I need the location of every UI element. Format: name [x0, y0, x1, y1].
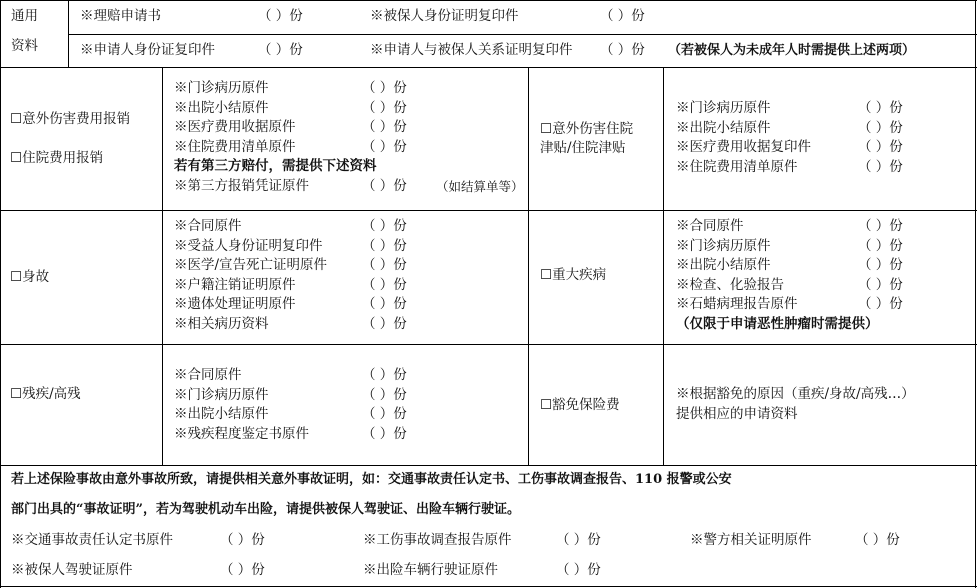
general-item-claim-form: ※理赔申请书 [80, 8, 161, 24]
option-accident-allowance-line2: 津贴/住院津贴 [540, 140, 626, 156]
list-item: ※门诊病历原件 （ ）份 [676, 100, 903, 116]
divider-row3-bottom [0, 465, 977, 466]
list-item: ※出院小结原件 （ ）份 [676, 257, 903, 274]
list-item: ※住院费用清单原件 （ ）份 [676, 158, 903, 175]
general-item-relationship-count[interactable]: （ ）份 [600, 42, 645, 58]
divider-col2 [528, 67, 529, 466]
list-item: ※住院费用清单原件 （ ）份 [174, 138, 407, 155]
accident-allowance-list [676, 99, 972, 177]
option-death[interactable]: ☐身故 [10, 269, 50, 285]
list-item: ※门诊病历原件 （ ）份 [676, 237, 903, 254]
premium-waiver-text-line2: 提供相应的申请资料 [676, 406, 798, 422]
list-item: ※受益人身份证明复印件 （ ）份 [174, 237, 407, 254]
list-item: ※合同原件 （ ）份 [676, 218, 903, 234]
option-critical-illness[interactable]: ☐重大疾病 [540, 267, 607, 283]
list-item: ※出院小结原件 （ ）份 [174, 406, 407, 423]
border-left [0, 0, 1, 588]
divider-row1-bottom [0, 210, 977, 211]
divider-general-bottom [0, 67, 977, 68]
general-item-applicant-id: ※申请人身份证复印件 [80, 42, 215, 58]
list-item: ※医学/宣告死亡证明原件 （ ）份 [174, 257, 407, 274]
list-item: ※石蜡病理报告原件 （ ）份 [676, 296, 903, 313]
footer-item-driver-license: ※被保人驾驶证原件 [11, 562, 133, 578]
list-item: ※合同原件 （ ）份 [174, 367, 407, 383]
footer-item-work-injury: ※工伤事故调查报告原件 [363, 532, 512, 548]
death-list [174, 217, 524, 335]
general-item-claim-form-count[interactable]: （ ）份 [258, 8, 303, 24]
list-item-third-party: ※第三方报销凭证原件 （ ）份 （如结算单等） [174, 177, 524, 194]
footer-item-work-injury-count[interactable]: （ ）份 [556, 532, 601, 548]
list-item: ※相关病历资料 （ ）份 [174, 315, 407, 332]
footer-item-vehicle-license: ※出险车辆行驶证原件 [363, 562, 498, 578]
list-item: ※残疾程度鉴定书原件 （ ）份 [174, 425, 407, 442]
premium-waiver-text-line1: ※根据豁免的原因（重疾/身故/高残…） [676, 386, 915, 402]
list-item: ※检查、化验报告 （ ）份 [676, 276, 903, 293]
list-item: ※门诊病历原件 （ ）份 [174, 386, 407, 403]
list-item: ※遗体处理证明原件 （ ）份 [174, 296, 407, 313]
option-premium-waiver[interactable]: ☐豁免保险费 [540, 397, 620, 413]
border-bottom [0, 586, 977, 587]
general-item-insured-id: ※被保人身份证明复印件 [370, 8, 519, 24]
divider-general-inner [68, 34, 977, 35]
footer-item-traffic-report-count[interactable]: （ ）份 [220, 532, 265, 548]
divider-col3 [663, 67, 664, 466]
critical-illness-note: （仅限于申请恶性肿瘤时需提供） [676, 315, 879, 332]
general-item-relationship: ※申请人与被保人关系证明复印件 [370, 42, 573, 58]
general-minor-note: （若被保人为未成年人时需提供上述两项） [668, 43, 916, 58]
list-item: ※出院小结原件 （ ）份 [174, 99, 407, 116]
option-disability[interactable]: ☐残疾/高残 [10, 386, 81, 402]
border-right [975, 0, 976, 588]
list-item: ※合同原件 （ ）份 [174, 218, 407, 234]
general-label-line1: 通用 [11, 8, 38, 24]
footer-item-vehicle-license-count[interactable]: （ ）份 [556, 562, 601, 578]
disability-list [174, 366, 524, 444]
footer-item-driver-license-count[interactable]: （ ）份 [220, 562, 265, 578]
border-top [0, 0, 977, 1]
option-hospitalization[interactable]: ☐住院费用报销 [10, 150, 104, 166]
critical-illness-list [676, 217, 972, 335]
general-item-insured-id-count[interactable]: （ ）份 [600, 8, 645, 24]
divider-row2-bottom [0, 344, 977, 345]
footer-item-traffic-report: ※交通事故责任认定书原件 [11, 532, 173, 548]
option-accident-allowance-line1[interactable]: ☐意外伤害住院 [540, 121, 634, 137]
footer-item-police-proof: ※警方相关证明原件 [690, 532, 812, 548]
list-item: ※户籍注销证明原件 （ ）份 [174, 276, 407, 293]
accident-medical-list [174, 79, 524, 197]
option-accident-medical[interactable]: ☐意外伤害费用报销 [10, 111, 131, 127]
divider-general-label [68, 0, 69, 68]
divider-col1 [162, 67, 163, 466]
list-item: ※医疗费用收据复印件 （ ）份 [676, 139, 903, 156]
general-label-line2: 资料 [11, 38, 38, 54]
footer-item-police-proof-count[interactable]: （ ）份 [855, 532, 900, 548]
footer-instruction-line2: 部门出具的“事故证明”，若为驾驶机动车出险，请提供被保人驾驶证、出险车辆行驶证。 [11, 502, 520, 517]
list-item: ※门诊病历原件 （ ）份 [174, 80, 407, 96]
third-party-note: 若有第三方赔付，需提供下述资料 [174, 158, 377, 175]
footer-instruction-line1: 若上述保险事故由意外事故所致，请提供相关意外事故证明，如：交通事故责任认定书、工伤事故调查报告、110 报警或公安 [11, 472, 732, 487]
list-item: ※医疗费用收据原件 （ ）份 [174, 119, 407, 136]
general-item-applicant-id-count[interactable]: （ ）份 [258, 42, 303, 58]
list-item: ※出院小结原件 （ ）份 [676, 119, 903, 136]
